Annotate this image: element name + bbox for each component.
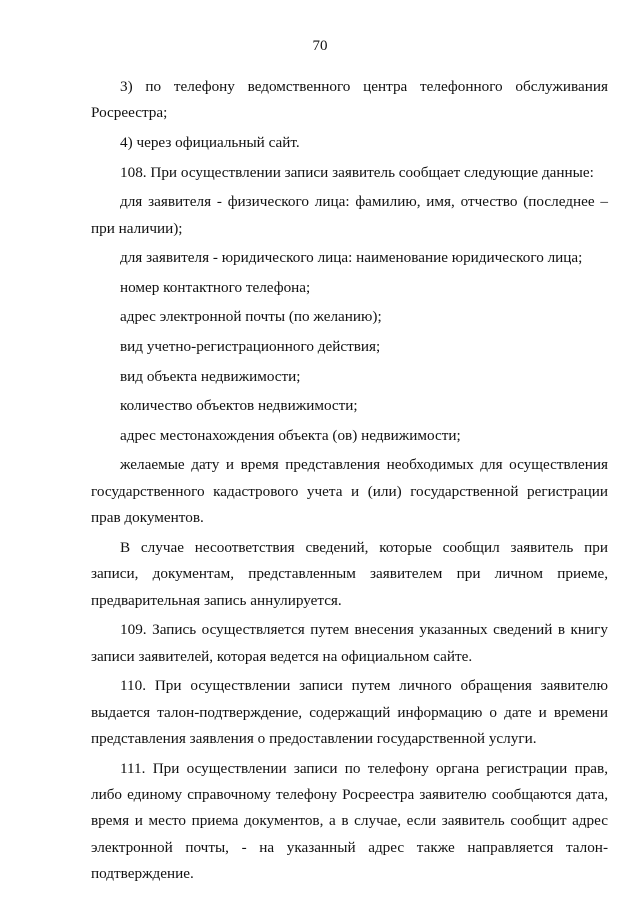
paragraph-desired-date: желаемые дату и время представления необходимых для осуществления государственного кадастрового учета и (или) государственной регистрации прав документов. (91, 456, 608, 527)
paragraph-item-4-website: 4) через официальный сайт. (120, 134, 300, 151)
paragraph-legal-entity-data: для заявителя - юридического лица: наименование юридического лица; (120, 249, 583, 267)
paragraph-email: адрес электронной почты (по желанию); (120, 308, 382, 326)
paragraph-111: 111. При осуществлении записи по телефону органа регистрации прав, либо единому справочному телефону Росреестра заявителю сообщаются дата, время и место приема документов, а в случае, если заявитель сообщит адрес электронной почты, - на указанный адрес также направляется талон-подтверждение. (91, 759, 608, 883)
paragraph-108: 108. При осуществлении записи заявитель сообщает следующие данные: (120, 163, 594, 181)
paragraph-110: 110. При осуществлении записи путем личного обращения заявителю выдается талон-подтверждение, содержащий информацию о дате и времени представления заявления о предоставлении государственной услуги. (91, 677, 608, 747)
paragraph-object-type: вид объекта недвижимости; (120, 367, 301, 385)
page-number: 70 (312, 38, 328, 54)
paragraph-phone-number: номер контактного телефона; (120, 278, 311, 296)
document-body (91, 74, 608, 888)
paragraph-object-address: адрес местонахождения объекта (ов) недвижимости; (120, 426, 461, 444)
paragraph-item-3-phone: 3) по телефону ведомственного центра телефонного обслуживания Росреестра; (91, 78, 608, 122)
paragraph-109: 109. Запись осуществляется путем внесения указанных сведений в книгу записи заявителей, которая ведется на официальном сайте. (91, 621, 608, 665)
paragraph-action-type: вид учетно-регистрационного действия; (120, 337, 381, 355)
paragraph-mismatch: В случае несоответствия сведений, которые сообщил заявитель при записи, документам, представленным заявителем при личном приеме, предварительная запись аннулируется. (91, 538, 608, 609)
paragraph-object-count: количество объектов недвижимости; (120, 397, 358, 415)
paragraph-individual-data: для заявителя - физического лица: фамилию, имя, отчество (последнее – при наличии); (91, 193, 608, 237)
